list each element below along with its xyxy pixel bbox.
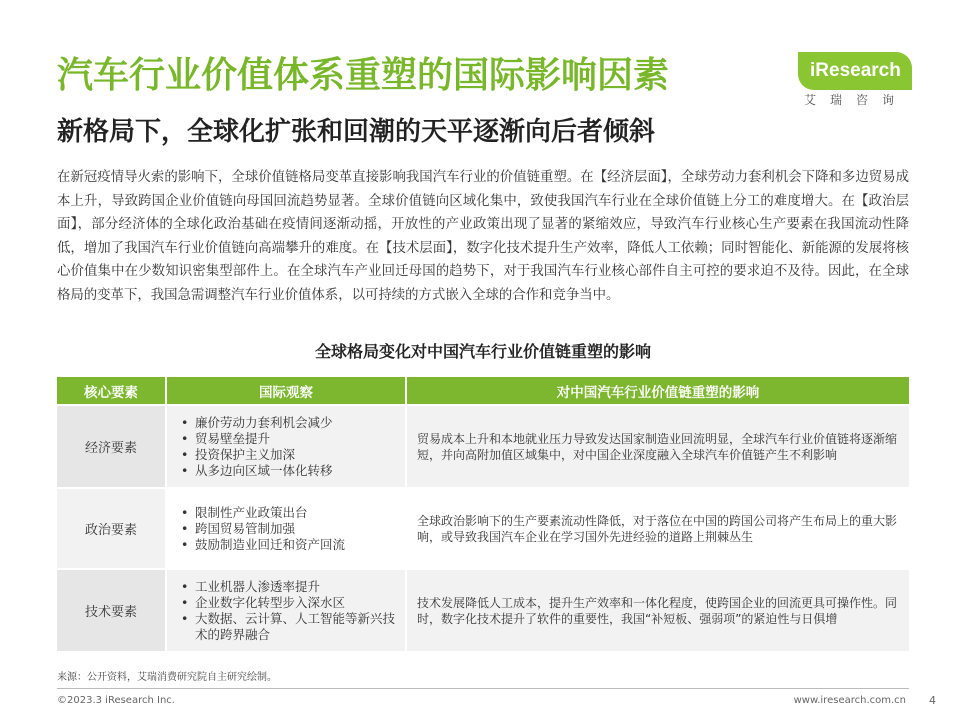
logo-subtext: 艾瑞咨询 bbox=[804, 93, 909, 107]
iresearch-logo bbox=[792, 52, 914, 110]
observation-item: • 廉价劳动力套利机会减少 bbox=[181, 415, 333, 431]
table-title: 全球格局变化对中国汽车行业价值链重塑的影响 bbox=[314, 342, 651, 361]
logo-badge bbox=[798, 52, 912, 90]
observation-item: • 工业机器人渗透率提升 bbox=[181, 579, 405, 595]
row-impact bbox=[407, 570, 909, 651]
table-row bbox=[57, 406, 909, 487]
logo-text: iResearch bbox=[810, 60, 901, 81]
table-row bbox=[57, 489, 909, 568]
intro-paragraph: 在新冠疫情导火索的影响下，全球价值链格局变革直接影响我国汽车行业的价值链重塑。在【经济层面】，全球劳动力套利机会下降和多边贸易成本上升，导致跨国企业价值链向母国回流趋势显著。全球价值链向区域化集中，致使我国汽车行业在全球价值链上分工的难度增大。在【政治层面】，部分经济体的全球化政治基础在疫情间逐渐动摇，开放性的产业政策出现了显著的紧缩效应，导致汽车行业核心生产要素在我国流动性降低，增加了我国汽车行业价值链向高端攀升的难度。在【技术层面】，数字化技术提升生产效率，降低人工依赖；同时智能化、新能源的发展将核心价值集中在少数知识密集型部件上。在全球汽车产业回迁母国的趋势下，对于我国汽车行业核心部件自主可控的要求迫不及待。因此，在全球格局的变革下，我国急需调整汽车行业价值体系，以可持续的方式嵌入全球的合作和竞争当中。 bbox=[57, 170, 909, 303]
impact-table bbox=[57, 377, 909, 651]
table-row bbox=[57, 570, 909, 651]
observation-item: • 鼓励制造业回迁和资产回流 bbox=[181, 537, 345, 553]
website-url: www.iresearch.com.cn bbox=[793, 695, 906, 706]
row-impact bbox=[407, 489, 909, 568]
row-factor: 经济要素 bbox=[57, 406, 165, 487]
observation-item: • 从多边向区域一体化转移 bbox=[181, 463, 333, 479]
impact-text: 技术发展降低人工成本，提升生产效率和一体化程度，使跨国企业的回流更具可操作性。同时，数字化技术提升了软件的重要性，我国“补短板、强弱项”的紧迫性与日俱增 bbox=[417, 595, 898, 626]
copyright: ©2023.3 iResearch Inc. bbox=[57, 695, 175, 706]
page-subtitle: 新格局下，全球化扩张和回潮的天平逐渐向后者倾斜 bbox=[57, 117, 656, 147]
impact-text: 贸易成本上升和本地就业压力导致发达国家制造业回流明显，全球汽车行业价值链将逐渐缩短，并向高附加值区域集中，对中国企业深度融入全球汽车价值链产生不利影响 bbox=[417, 431, 898, 462]
row-observations bbox=[167, 570, 405, 651]
header-international-observation: 国际观察 bbox=[167, 377, 405, 404]
row-observations bbox=[167, 489, 405, 568]
row-factor: 技术要素 bbox=[57, 570, 165, 651]
impact-text: 全球政治影响下的生产要素流动性降低，对于落位在中国的跨国公司将产生布局上的重大影响，或导致我国汽车企业在学习国外先进经验的道路上荆棘丛生 bbox=[417, 513, 898, 544]
table-header-row bbox=[57, 377, 909, 404]
page-title: 汽车行业价值体系重塑的国际影响因素 bbox=[57, 55, 670, 96]
observation-item: • 企业数字化转型步入深水区 bbox=[181, 595, 405, 611]
observation-item: • 贸易壁垒提升 bbox=[181, 431, 333, 447]
header-impact: 对中国汽车行业价值链重塑的影响 bbox=[407, 377, 909, 404]
observation-item: • 限制性产业政策出台 bbox=[181, 505, 345, 521]
observation-item: • 投资保护主义加深 bbox=[181, 447, 333, 463]
header-core-factor: 核心要素 bbox=[57, 377, 165, 404]
row-impact bbox=[407, 406, 909, 487]
observation-item: • 大数据、云计算、人工智能等新兴技术的跨界融合 bbox=[181, 611, 405, 643]
source-note: 来源：公开资料，艾瑞消费研究院自主研究绘制。 bbox=[57, 672, 277, 683]
row-observations bbox=[167, 406, 405, 487]
observation-item: • 跨国贸易管制加强 bbox=[181, 521, 345, 537]
page-number: 4 bbox=[929, 694, 936, 707]
footer-divider bbox=[57, 688, 909, 689]
row-factor: 政治要素 bbox=[57, 489, 165, 568]
